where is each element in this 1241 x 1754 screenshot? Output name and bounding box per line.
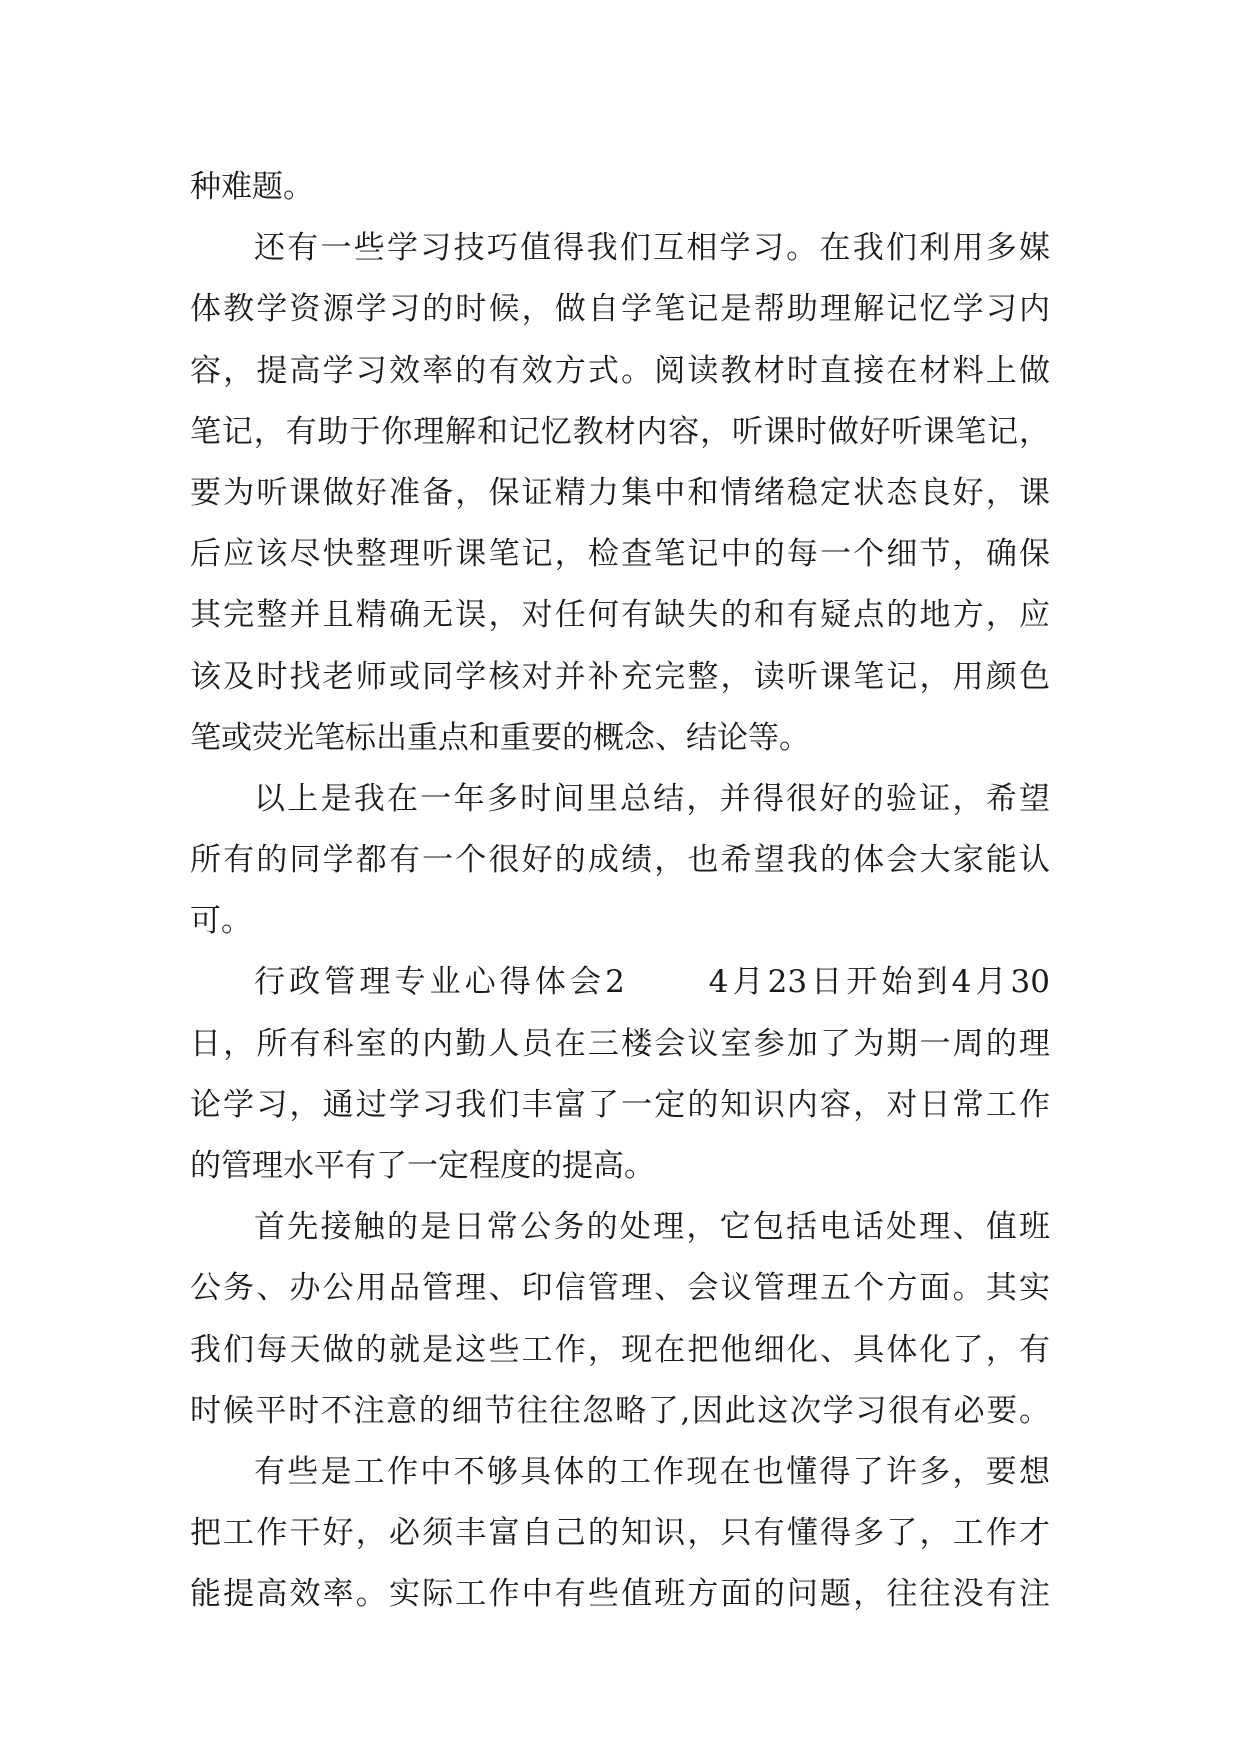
text-line: 其完整并且精确无误，对任何有缺失的和有疑点的地方，应 — [190, 597, 1050, 634]
text-line: 有些是工作中不够具体的工作现在也懂得了许多，要想 — [254, 1453, 1050, 1490]
text-line: 笔记，有助于你理解和记忆教材内容，听课时做好听课笔记， — [190, 413, 1050, 450]
text-line: 种难题。 — [190, 169, 314, 205]
text-line: 可。 — [190, 903, 252, 940]
text-line: 时候平时不注意的细节往往忽略了,因此这次学习很有必要。 — [190, 1392, 1050, 1429]
text-line: 该及时找老师或同学核对并补充完整，读听课笔记，用颜色 — [190, 658, 1050, 695]
text-line: 所有的同学都有一个很好的成绩，也希望我的体会大家能认 — [190, 842, 1050, 879]
text-line: 容，提高学习效率的有效方式。阅读教材时直接在材料上做 — [190, 352, 1050, 389]
text-line: 把工作干好，必须丰富自己的知识，只有懂得多了，工作才 — [190, 1515, 1050, 1552]
text-line: 的管理水平有了一定程度的提高。 — [190, 1148, 655, 1184]
text-line: 能提高效率。实际工作中有些值班方面的问题，往往没有注 — [190, 1576, 1050, 1613]
text-line: 我们每天做的就是这些工作，现在把他细化、具体化了，有 — [190, 1331, 1050, 1368]
text-line: 以上是我在一年多时间里总结，并得很好的验证，希望 — [254, 780, 1050, 817]
text-line: 笔或荧光笔标出重点和重要的概念、结论等。 — [190, 719, 810, 756]
text-line: 要为听课做好准备，保证精力集中和情绪稳定状态良好，课 — [190, 474, 1050, 511]
text-line: 首先接触的是日常公务的处理，它包括电话处理、值班 — [254, 1209, 1050, 1246]
text-line: 行政管理专业心得体会2 4月23日开始到4月30 — [254, 964, 1050, 1001]
document-body — [190, 157, 1050, 1626]
text-line: 后应该尽快整理听课笔记，检查笔记中的每一个细节，确保 — [190, 536, 1050, 573]
text-line: 论学习，通过学习我们丰富了一定的知识内容，对日常工作 — [190, 1086, 1050, 1123]
text-line: 公务、办公用品管理、印信管理、会议管理五个方面。其实 — [190, 1270, 1050, 1307]
text-line: 体教学资源学习的时候，做自学笔记是帮助理解记忆学习内 — [190, 291, 1050, 328]
text-line: 日，所有科室的内勤人员在三楼会议室参加了为期一周的理 — [190, 1025, 1050, 1062]
text-line: 还有一些学习技巧值得我们互相学习。在我们利用多媒 — [254, 230, 1050, 267]
